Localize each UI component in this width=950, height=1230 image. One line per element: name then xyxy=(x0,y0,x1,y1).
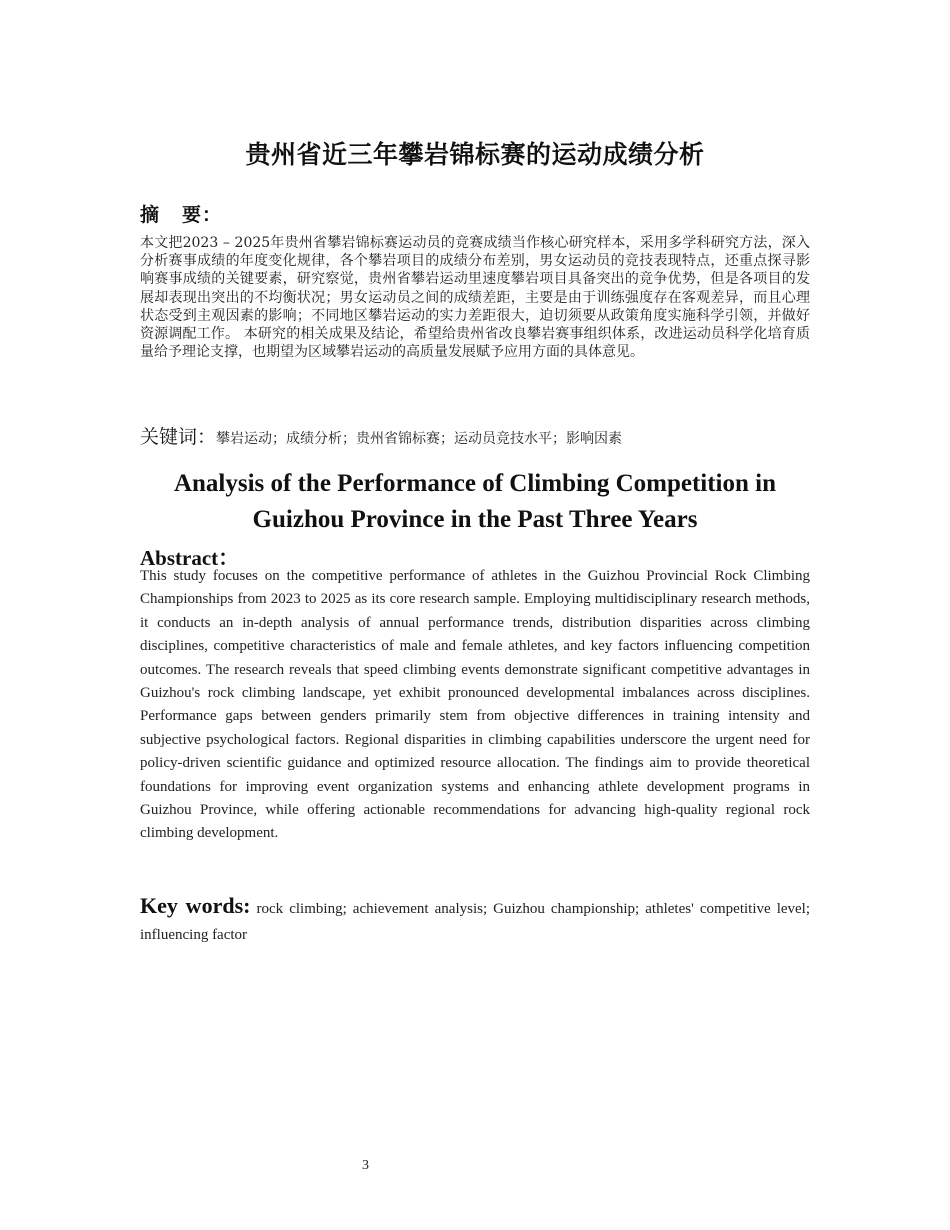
chinese-keywords-text: 攀岩运动；成绩分析；贵州省锦标赛；运动员竞技水平；影响因素 xyxy=(216,431,623,447)
english-abstract-heading: Abstract： xyxy=(140,546,240,570)
chinese-keywords-label: 关键词： xyxy=(140,426,217,448)
chinese-abstract-heading xyxy=(140,200,222,227)
english-title-line-2: Guizhou Province in the Past Three Years xyxy=(252,506,698,533)
english-title xyxy=(140,466,810,538)
english-abstract-text: This study focuses on the competitive performance of athletes in the Guizhou Provincial Rock Climbing Championships from 2023 to 2025 as its core research sample. Employing multidisciplinary research methods, it conducts an in-depth analysis of annual performance trends, distribution disparities across climbing disciplines, competitive characteristics of male and female athletes, and key factors influencing competition outcomes. The research reveals that speed climbing events demonstrate significant competitive advantages in Guizhou's rock climbing landscape, yet exhibit pronounced developmental imbalances across disciplines. Performance gaps between genders primarily stem from objective differences in training intensity and subjective psychological factors. Regional disparities in climbing capabilities underscore the urgent need for policy-driven scientific guidance and optimized resource allocation. The findings aim to provide theoretical foundations for improving event organization systems and enhancing athlete development programs in Guizhou Province, while offering actionable recommendations for advancing high-quality regional rock climbing development. xyxy=(140,568,810,842)
chinese-abstract-label-part1: 摘 xyxy=(140,204,161,226)
chinese-abstract-text: 本文把2023 – 2025年贵州省攀岩锦标赛运动员的竞赛成绩当作核心研究样本，采用多学科研究方法，深入分析赛事成绩的年度变化规律，各个攀岩项目的成绩分布差别，男女运动员的竞技表现特点，还重点探寻影响赛事成绩的关键要素，研究察觉，贵州省攀岩运动里速度攀岩项目具备突出的竞争优势，但是各项目的发展却表现出突出的不均衡状况；男女运动员之间的成绩差距，主要是由于训练强度存在客观差异，而且心理状态受到主观因素的影响；不同地区攀岩运动的实力差距很大，迫切须要从政策角度实施科学引领，并做好资源调配工作。 本研究的相关成果及结论，希望给贵州省改良攀岩赛事组织体系，改进运动员科学化培育质量给予理论支撑，也期望为区域攀岩运动的高质量发展赋予应用方面的具体意见。 xyxy=(140,235,810,361)
english-keywords-text: rock climbing; achievement analysis; Guizhou championship; athletes' competitive level; influencing factor xyxy=(140,901,811,943)
english-keywords-label: Key words: xyxy=(140,893,251,918)
page-number: 3 xyxy=(362,1158,369,1173)
chinese-title: 贵州省近三年攀岩锦标赛的运动成绩分析 xyxy=(245,140,705,169)
chinese-keywords xyxy=(140,422,810,449)
english-keywords xyxy=(140,893,810,948)
english-title-line-1: Analysis of the Performance of Climbing Competition in xyxy=(173,470,777,497)
chinese-abstract-label-part2: 要： xyxy=(182,204,223,226)
